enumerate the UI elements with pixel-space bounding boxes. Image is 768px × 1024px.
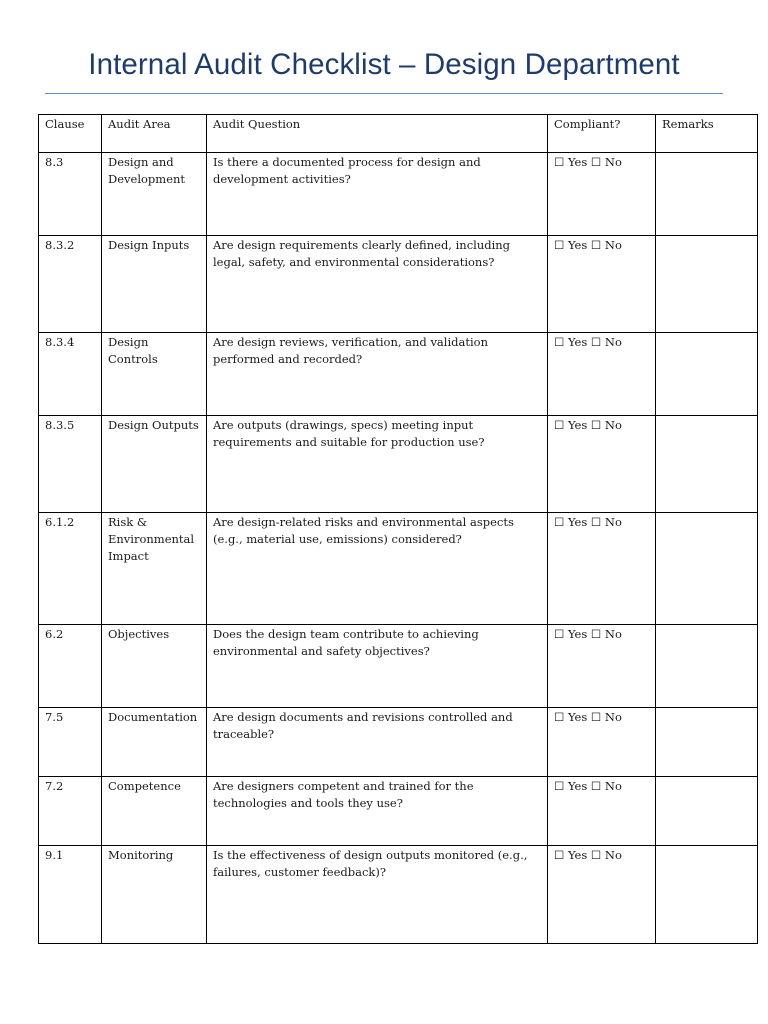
clause-cell: 8.3.2 (39, 236, 102, 333)
compliant-checkbox-cell[interactable]: ☐ Yes ☐ No (548, 513, 656, 625)
audit-question-cell: Does the design team contribute to achieving environmental and safety objectives? (207, 625, 548, 708)
audit-question-cell: Are design documents and revisions controlled and traceable? (207, 708, 548, 777)
audit-area-cell: Design Outputs (102, 416, 207, 513)
clause-cell: 9.1 (39, 846, 102, 944)
remarks-cell[interactable] (656, 777, 758, 846)
audit-area-cell: Competence (102, 777, 207, 846)
table-row (39, 153, 758, 236)
table-row (39, 236, 758, 333)
compliant-checkbox-cell[interactable]: ☐ Yes ☐ No (548, 153, 656, 236)
page-title: Internal Audit Checklist – Design Department (88, 48, 680, 81)
remarks-cell[interactable] (656, 846, 758, 944)
audit-checklist-table (38, 114, 758, 944)
table-row (39, 513, 758, 625)
audit-question-cell: Is there a documented process for design and development activities? (207, 153, 548, 236)
compliant-checkbox-cell[interactable]: ☐ Yes ☐ No (548, 236, 656, 333)
compliant-checkbox-cell[interactable]: ☐ Yes ☐ No (548, 777, 656, 846)
audit-area-cell: Objectives (102, 625, 207, 708)
header-audit-area: Audit Area (102, 115, 207, 153)
audit-question-cell: Are designers competent and trained for the technologies and tools they use? (207, 777, 548, 846)
table-header-row (39, 115, 758, 153)
remarks-cell[interactable] (656, 625, 758, 708)
header-compliant: Compliant? (548, 115, 656, 153)
clause-cell: 7.2 (39, 777, 102, 846)
table-row (39, 416, 758, 513)
audit-area-cell: Risk & Environmental Impact (102, 513, 207, 625)
remarks-cell[interactable] (656, 236, 758, 333)
table-row (39, 708, 758, 777)
audit-area-cell: Monitoring (102, 846, 207, 944)
title-underline (45, 93, 723, 94)
remarks-cell[interactable] (656, 708, 758, 777)
clause-cell: 8.3.4 (39, 333, 102, 416)
audit-area-cell: Design Controls (102, 333, 207, 416)
compliant-checkbox-cell[interactable]: ☐ Yes ☐ No (548, 625, 656, 708)
clause-cell: 6.2 (39, 625, 102, 708)
compliant-checkbox-cell[interactable]: ☐ Yes ☐ No (548, 416, 656, 513)
compliant-checkbox-cell[interactable]: ☐ Yes ☐ No (548, 708, 656, 777)
audit-question-cell: Is the effectiveness of design outputs monitored (e.g., failures, customer feedback)? (207, 846, 548, 944)
clause-cell: 8.3.5 (39, 416, 102, 513)
table-row (39, 846, 758, 944)
table-row (39, 333, 758, 416)
audit-question-cell: Are design requirements clearly defined, including legal, safety, and environmental considerations? (207, 236, 548, 333)
audit-area-cell: Design Inputs (102, 236, 207, 333)
audit-question-cell: Are outputs (drawings, specs) meeting input requirements and suitable for production use? (207, 416, 548, 513)
table-row (39, 777, 758, 846)
audit-area-cell: Design and Development (102, 153, 207, 236)
audit-question-cell: Are design-related risks and environmental aspects (e.g., material use, emissions) considered? (207, 513, 548, 625)
header-audit-question: Audit Question (207, 115, 548, 153)
compliant-checkbox-cell[interactable]: ☐ Yes ☐ No (548, 846, 656, 944)
remarks-cell[interactable] (656, 416, 758, 513)
clause-cell: 7.5 (39, 708, 102, 777)
audit-area-cell: Documentation (102, 708, 207, 777)
remarks-cell[interactable] (656, 333, 758, 416)
header-remarks: Remarks (656, 115, 758, 153)
clause-cell: 6.1.2 (39, 513, 102, 625)
clause-cell: 8.3 (39, 153, 102, 236)
header-clause: Clause (39, 115, 102, 153)
remarks-cell[interactable] (656, 513, 758, 625)
table-row (39, 625, 758, 708)
compliant-checkbox-cell[interactable]: ☐ Yes ☐ No (548, 333, 656, 416)
remarks-cell[interactable] (656, 153, 758, 236)
audit-question-cell: Are design reviews, verification, and validation performed and recorded? (207, 333, 548, 416)
